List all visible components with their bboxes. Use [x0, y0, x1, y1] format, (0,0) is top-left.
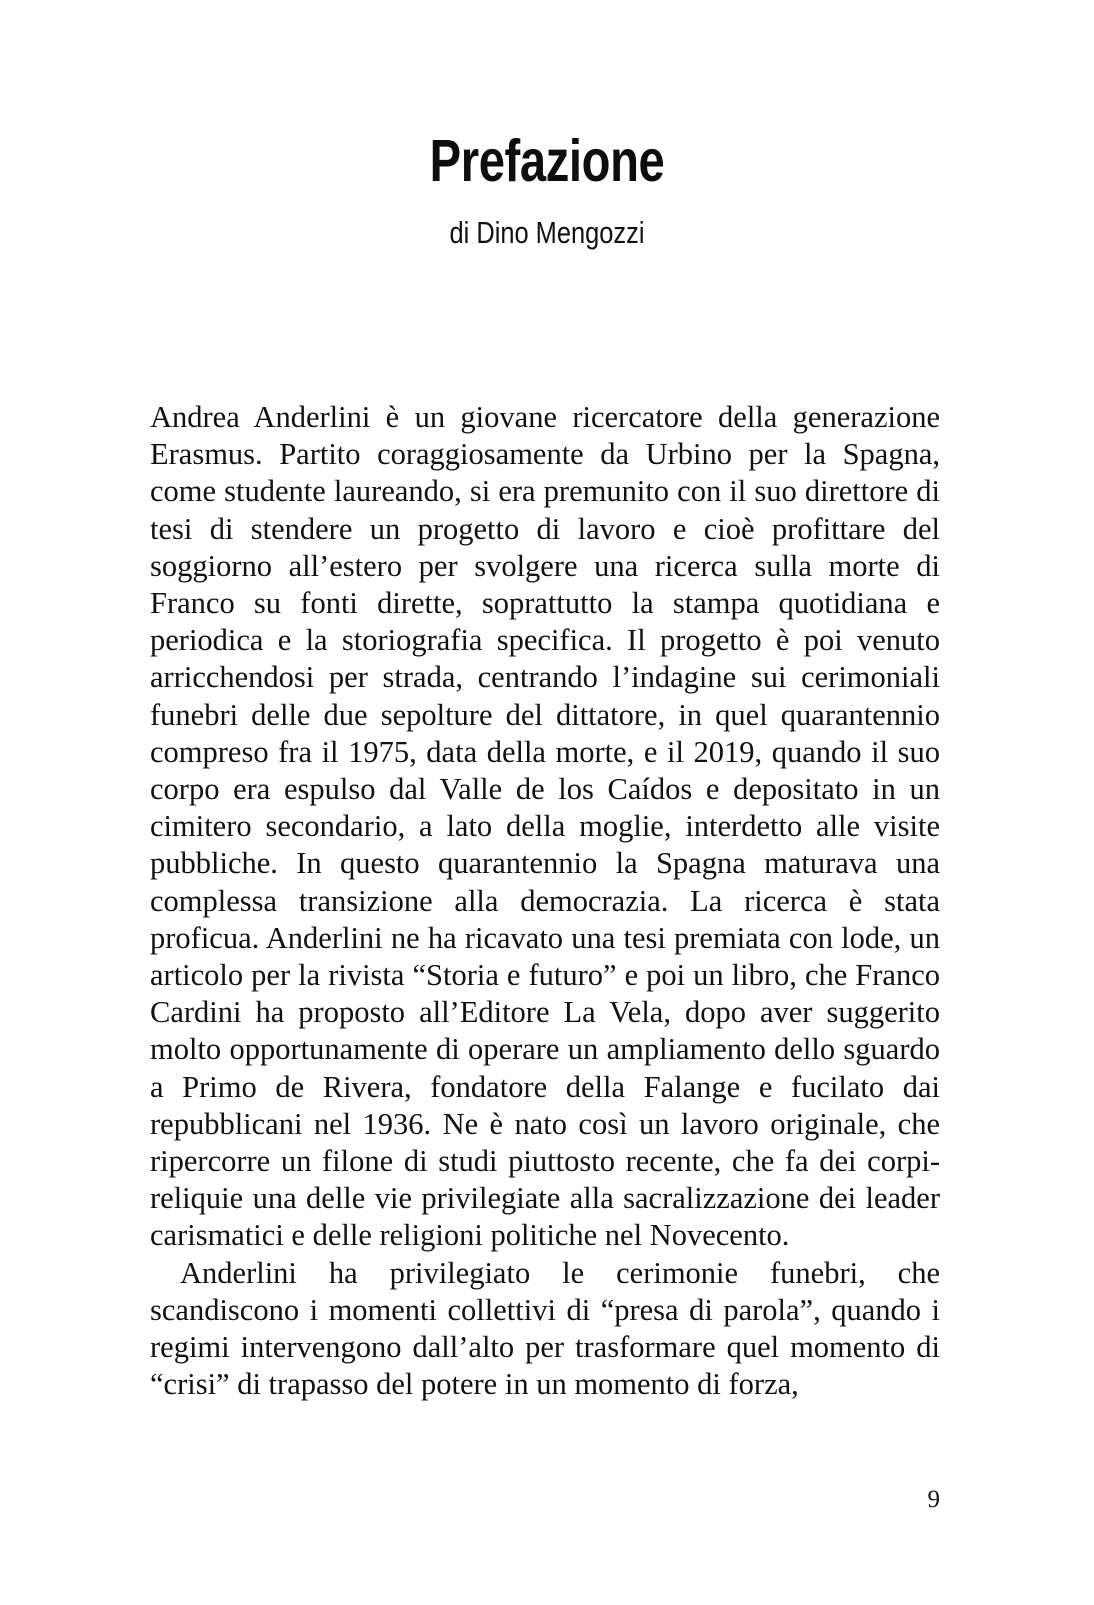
- page-title: Prefazione: [429, 128, 665, 194]
- chapter-heading: [0, 128, 1094, 250]
- paragraph-2: Anderlini ha privilegiato le cerimonie funebri, che scandiscono i momenti collettivi di “presa di parola”, quando i regimi intervengono dall’alto per trasformare quel momento di “crisi” di trapasso del potere in un momento di forza,: [150, 1255, 940, 1402]
- body-text-block: [150, 399, 940, 1403]
- page-number: 9: [927, 1486, 940, 1513]
- chapter-author-line: di Dino Mengozzi: [449, 215, 645, 250]
- paragraph-1: Andrea Anderlini è un giovane ricercatore della generazione Erasmus. Partito coraggiosamente da Urbino per la Spagna, come studente laureando, si era premunito con il suo direttore di tesi di stendere un progetto di lavoro e cioè profittare del soggiorno all’estero per svolgere una ricerca sulla morte di Franco su fonti dirette, soprattutto la stampa quotidiana e periodica e la storiografia specifica. Il progetto è poi venuto arricchendosi per strada, centrando l’indagine sui cerimoniali funebri delle due sepolture del dittatore, in quel quarantennio compreso fra il 1975, data della morte, e il 2019, quando il suo corpo era espulso dal Valle de los Caídos e depositato in un cimitero secondario, a lato della moglie, interdetto alle visite pubbliche. In questo quarantennio la Spagna maturava una complessa transizione alla democrazia. La ricerca è stata proficua. Anderlini ne ha ricavato una tesi premiata con lode, un articolo per la rivista “Storia e futuro” e poi un libro, che Franco Cardini ha proposto all’Editore La Vela, dopo aver suggerito molto opportunamente di operare un ampliamento dello sguardo a Primo de Rivera, fondatore della Falange e fucilato dai repubblicani nel 1936. Ne è nato così un lavoro originale, che ripercorre un filone di studi piuttosto recente, che fa dei corpi-reliquie una delle vie privilegiate alla sacralizzazione dei leader carismatici e delle religioni politiche nel Novecento.: [150, 400, 940, 1253]
